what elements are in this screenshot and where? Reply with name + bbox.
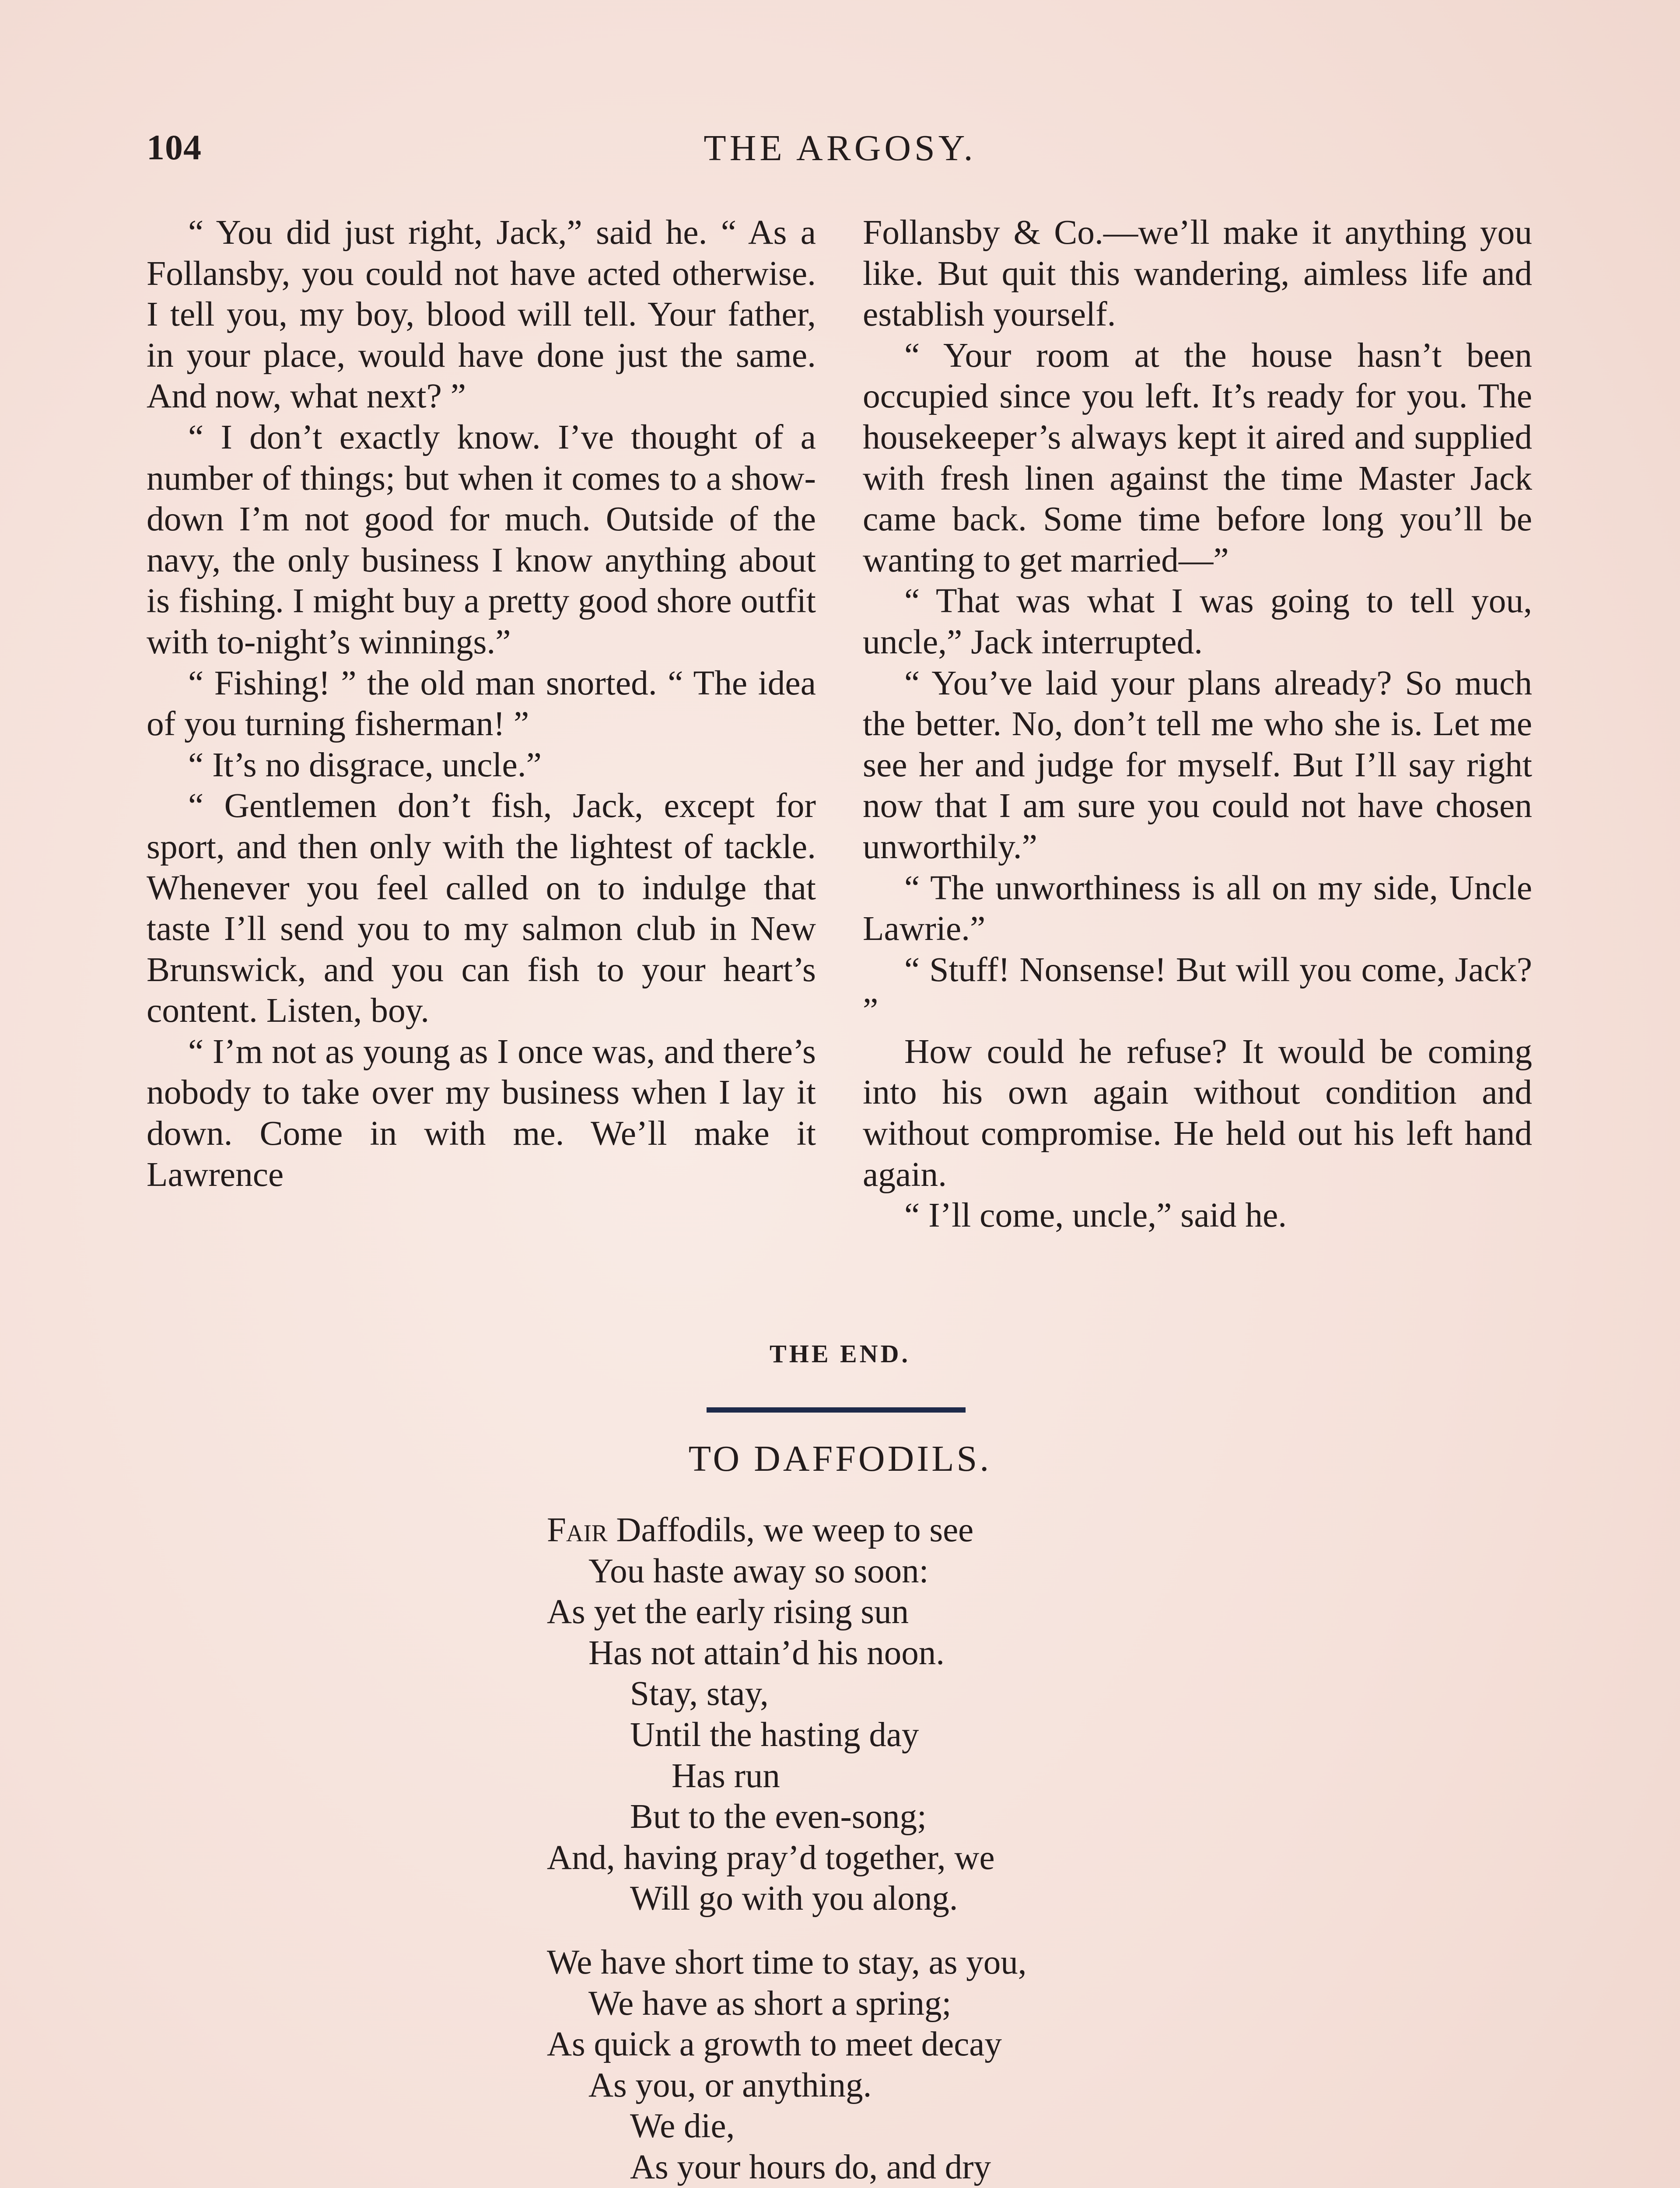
story-paragraph: “ You did just right, Jack,” said he. “ As a Follansby, you could not have acted otherwise. I tell you, my boy, blood will tell. Your father, in your place, would have done just the same. And now, what next? ” xyxy=(147,213,816,416)
poem-line: As quick a growth to meet decay xyxy=(547,2025,1002,2064)
section-divider-rule xyxy=(707,1407,966,1413)
poem-stanza-1 xyxy=(547,1510,1378,1919)
story-paragraph: “ The unworthiness is all on my side, Uncle Lawrie.” xyxy=(863,868,1532,948)
poem-line-text: Daffodils, we weep to see xyxy=(607,1511,974,1549)
story-paragraph: “ I don’t exactly know. I’ve thought of a number of things; but when it comes to a show-down I’m not good for much. Outside of the navy, the only business I know anything about is fishing. I might buy a pretty good shore outfit with to-night’s winnings.” xyxy=(147,417,816,661)
poem-line xyxy=(547,1510,1378,1551)
story-paragraph-continued: Follansby & Co.—we’ll make it anything you like. But quit this wandering, aimless life and establish yourself. xyxy=(863,213,1532,334)
poem-body xyxy=(547,1510,1378,2188)
story-paragraph: “ Your room at the house hasn’t been occupied since you left. It’s ready for you. The housekeeper’s always kept it aired and supplied with fresh linen against the time Master Jack came back. Some time before long you’ll be wanting to get married—” xyxy=(863,336,1532,579)
poem-line: As your hours do, and dry xyxy=(630,2148,991,2186)
running-head: THE ARGOSY. xyxy=(704,128,976,168)
story-paragraph: “ Fishing! ” the old man snorted. “ The idea of you turning fisherman! ” xyxy=(147,663,816,743)
poem-line: We have short time to stay, as you, xyxy=(547,1943,1027,1981)
poem-line: As yet the early rising sun xyxy=(547,1593,909,1631)
poem-line: We have as short a spring; xyxy=(588,1984,952,2023)
poem-line: Will go with you along. xyxy=(630,1879,958,1918)
page-header xyxy=(147,127,1533,179)
the-end-mark: THE END. xyxy=(770,1339,910,1368)
story-paragraph: “ I’m not as young as I once was, and there’s nobody to take over my business when I lay it down. Come in with me. We’ll make it Lawrence xyxy=(147,1032,816,1194)
story-paragraph: “ It’s no disgrace, uncle.” xyxy=(188,745,542,784)
poem-line: Stay, stay, xyxy=(630,1675,769,1713)
story-right-column xyxy=(863,212,1532,1236)
story-paragraph: “ I’ll come, uncle,” said he. xyxy=(904,1196,1287,1235)
drop-word-smallcaps: Fair xyxy=(547,1511,608,1549)
poem-line: Until the hasting day xyxy=(630,1715,919,1754)
poem-title: TO DAFFODILS. xyxy=(688,1438,992,1479)
story-paragraph: “ Gentlemen don’t fish, Jack, except for sport, and then only with the lightest of tackle. Whenever you feel called on to indulge that taste I’ll send you to my salmon club in New Brunswick, and you can fish to your heart’s content. Listen, boy. xyxy=(147,786,816,1030)
poem-line: You haste away so soon: xyxy=(588,1552,929,1590)
poem-line: We die, xyxy=(630,2107,735,2146)
poem-line: But to the even-song; xyxy=(630,1798,927,1836)
story-paragraph: “ Stuff! Nonsense! But will you come, Jack? ” xyxy=(863,950,1532,1030)
story-paragraph: “ You’ve laid your plans already? So much the better. No, don’t tell me who she is. Let me see her and judge for myself. But I’ll say right now that I am sure you could not have chosen unworthily.” xyxy=(863,663,1532,866)
poem-line: Has not attain’d his noon. xyxy=(588,1634,945,1672)
poem-line: Has run xyxy=(672,1757,780,1795)
poem-stanza-2 xyxy=(547,1942,1378,2188)
poem-line: And, having pray’d together, we xyxy=(547,1838,995,1877)
story-paragraph: “ That was what I was going to tell you, uncle,” Jack interrupted. xyxy=(863,582,1532,661)
poem-line: As you, or anything. xyxy=(588,2066,872,2104)
page-number: 104 xyxy=(147,127,202,167)
story-left-column xyxy=(147,212,816,1195)
story-paragraph: How could he refuse? It would be coming into his own again without condition and without compromise. He held out his left hand again. xyxy=(863,1032,1532,1194)
